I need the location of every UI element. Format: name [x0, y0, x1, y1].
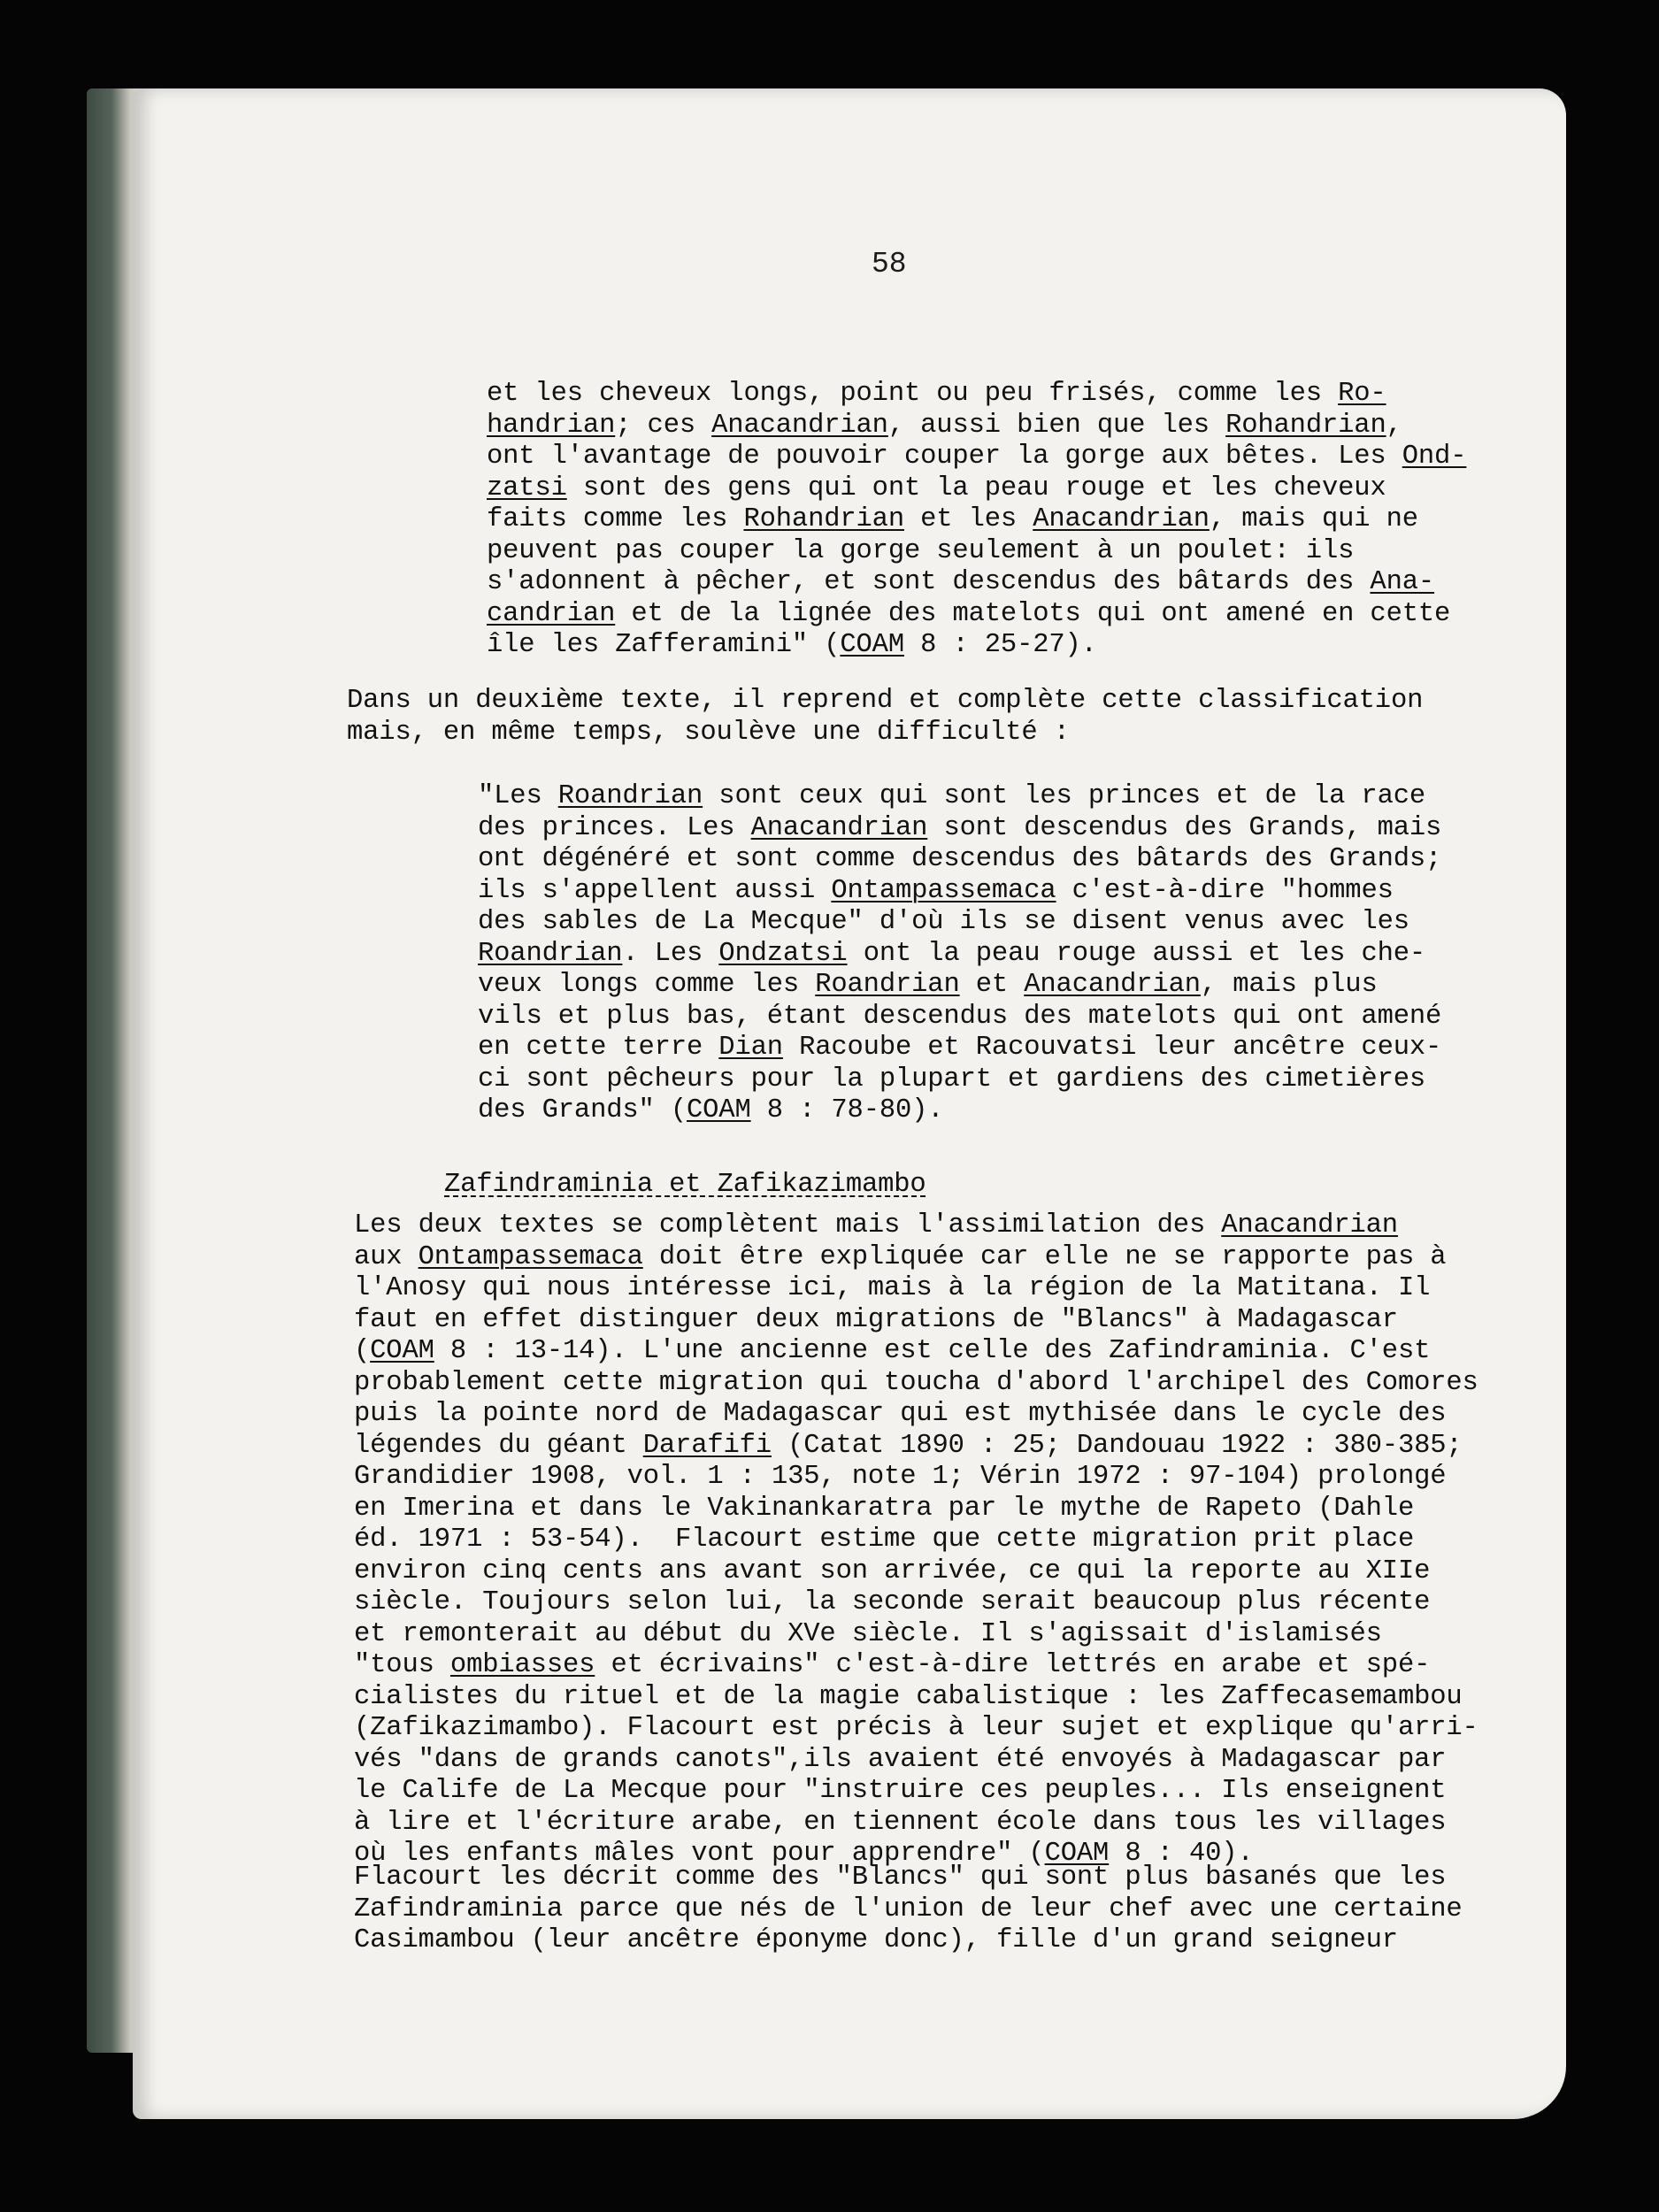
text-line: faits comme les Rohandrian et les Anacandrian, mais qui ne	[487, 504, 1418, 534]
page-number: 58	[872, 248, 907, 280]
text-line: puis la pointe nord de Madagascar qui est mythisée dans le cycle des	[354, 1399, 1447, 1429]
text-line: Roandrian. Les Ondzatsi ont la peau rouge aussi et les che-	[478, 938, 1426, 969]
text-line: et remonterait au début du XVe siècle. Il s'agissait d'islamisés	[354, 1618, 1382, 1649]
text-line: île les Zafferamini" (COAM 8 : 25-27).	[487, 630, 1097, 660]
text-line: à lire et l'écriture arabe, en tiennent école dans tous les villages	[354, 1807, 1447, 1838]
text-line: où les enfants mâles vont pour apprendre" (COAM 8 : 40).	[354, 1839, 1254, 1869]
text-line: éd. 1971 : 53-54). Flacourt estime que cette migration prit place	[354, 1525, 1415, 1555]
text-line: légendes du géant Darafifi (Catat 1890 : 25; Dandouau 1922 : 380-385;	[354, 1430, 1463, 1461]
text-line: vés "dans de grands canots",ils avaient été envoyés à Madagascar par	[354, 1744, 1447, 1775]
paragraph-flacourt	[354, 1863, 1463, 1957]
text-line: vils et plus bas, étant descendus des matelots qui ont amené	[478, 1001, 1442, 1032]
text-line: le Calife de La Mecque pour "instruire ces peuples... Ils enseignent	[354, 1776, 1447, 1806]
block-quote	[478, 781, 1441, 1127]
text-line: probablement cette migration qui toucha d'abord l'archipel des Comores	[354, 1367, 1479, 1398]
text-line: veux longs comme les Roandrian et Anacandrian, mais plus	[478, 970, 1378, 1000]
text-line: des sables de La Mecque" d'où ils se disent venus avec les	[478, 907, 1409, 937]
text-line: mais, en même temps, soulève une difficulté :	[347, 717, 1070, 748]
text-line: candrian et de la lignée des matelots qui ont amené en cette	[487, 598, 1451, 629]
text-line: ont l'avantage de pouvoir couper la gorge aux bêtes. Les Ond-	[487, 442, 1467, 472]
text-line: environ cinq cents ans avant son arrivée, ce qui la reporte au XIIe	[354, 1555, 1431, 1586]
text-line: "tous ombiasses et écrivains" c'est-à-dire lettrés en arabe et spé-	[354, 1650, 1431, 1680]
text-line: "Les Roandrian sont ceux qui sont les princes et de la race	[478, 781, 1426, 811]
text-line: (COAM 8 : 13-14). L'une ancienne est celle des Zafindraminia. C'est	[354, 1336, 1431, 1366]
text-line: en Imerina et dans le Vakinankaratra par le mythe de Rapeto (Dahle	[354, 1493, 1415, 1524]
text-line: ont dégénéré et sont comme descendus des bâtards des Grands;	[478, 844, 1442, 874]
text-line: handrian; ces Anacandrian, aussi bien que les Rohandrian,	[487, 410, 1402, 441]
text-line: des princes. Les Anacandrian sont descendus des Grands, mais	[478, 812, 1442, 843]
text-line: Grandidier 1908, vol. 1 : 135, note 1; Vérin 1972 : 97-104) prolongé	[354, 1462, 1447, 1492]
text-line: ci sont pêcheurs pour la plupart et gardiens des cimetières	[478, 1064, 1426, 1094]
text-line: Casimambou (leur ancêtre éponyme donc), fille d'un grand seigneur	[354, 1925, 1398, 1955]
text-line: zatsi sont des gens qui ont la peau rouge et les cheveux	[487, 472, 1386, 503]
text-line: s'adonnent à pêcher, et sont descendus des bâtards des Ana-	[487, 567, 1435, 597]
text-line: faut en effet distinguer deux migrations de "Blancs" à Madagascar	[354, 1304, 1398, 1335]
text-line: Flacourt les décrit comme des "Blancs" qui sont plus basanés que les	[354, 1863, 1447, 1893]
text-line: Dans un deuxième texte, il reprend et complète cette classification	[347, 686, 1424, 716]
text-line: l'Anosy qui nous intéresse ici, mais à la région de la Matitana. Il	[354, 1273, 1431, 1303]
text-line: Zafindraminia parce que nés de l'union de leur chef avec une certaine	[354, 1893, 1463, 1924]
text-line: peuvent pas couper la gorge seulement à un poulet: ils	[487, 535, 1355, 566]
text-line: ils s'appellent aussi Ontampassemaca c'est-à-dire "hommes	[478, 875, 1394, 906]
text-line: (Zafikazimambo). Flacourt est précis à leur sujet et explique qu'arri-	[354, 1713, 1479, 1743]
intro-paragraph	[347, 686, 1423, 749]
text-line: Les deux textes se complètent mais l'assimilation des Anacandrian	[354, 1210, 1398, 1240]
quote-continuation	[487, 379, 1466, 662]
text-line: des Grands" (COAM 8 : 78-80).	[478, 1095, 944, 1125]
text-line: cialistes du rituel et de la magie cabalistique : les Zaffecasemambou	[354, 1681, 1463, 1712]
text-line: et les cheveux longs, point ou peu frisés, comme les Ro-	[487, 379, 1386, 409]
paragraph-migrations	[354, 1210, 1479, 1870]
text-line: aux Ontampassemaca doit être expliquée car elle ne se rapporte pas à	[354, 1241, 1447, 1272]
text-line: siècle. Toujours selon lui, la seconde serait beaucoup plus récente	[354, 1587, 1431, 1617]
section-heading: Zafindraminia et Zafikazimambo	[444, 1170, 926, 1200]
text-line: en cette terre Dian Racoube et Racouvatsi leur ancêtre ceux-	[478, 1033, 1442, 1063]
